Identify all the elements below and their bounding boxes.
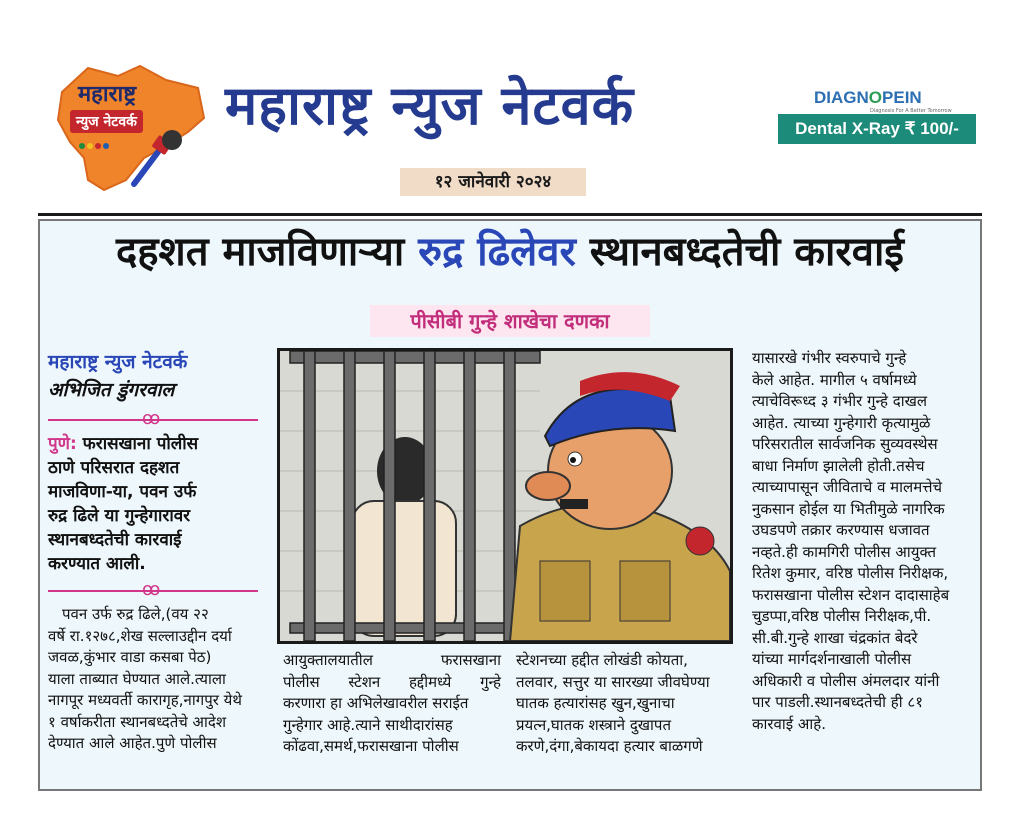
text-line: प्रयत्न,घातक शस्त्राने दुखापत [516, 715, 672, 734]
text-line: फरासखाना पोलीस स्टेशन दादासाहेब [752, 585, 950, 604]
header-divider [38, 213, 982, 216]
ad-tagline: Diagnosis For A Better Tomorrow [870, 108, 952, 114]
logo-title: महाराष्ट्र [78, 82, 137, 107]
text-line: त्याचेविरूध्द ३ गंभीर गुन्हे दाखल [752, 392, 928, 410]
article-lead [48, 432, 263, 576]
divider-ornament-icon: ꝏ [142, 579, 161, 600]
lead-line: फरासखाना पोलीस [82, 434, 199, 454]
text-line: कोंढवा,समर्थ,फरासखाना पोलीस [283, 737, 459, 755]
divider-ornament-icon: ꝏ [142, 408, 161, 429]
lead-line: करण्यात आली. [48, 554, 146, 574]
text-line: आहेत. त्याच्या गुन्हेगारी कृत्यामुळे [752, 413, 931, 432]
article-column-3 [516, 650, 736, 758]
logo-subtitle: न्युज नेटवर्क [70, 110, 143, 133]
jail-cartoon-illustration [277, 348, 733, 644]
text-line: अधिकारी व पोलीस अंमलदार यांनी [752, 671, 940, 690]
text-line: उघडपणे तक्रार करण्यास धजावत [752, 521, 930, 539]
masthead-title: महाराष्ट्र न्युज नेटवर्क [225, 74, 635, 137]
text-line: देण्यात आले आहेत.पुणे पोलीस [48, 734, 217, 752]
lead-line: रुद्र ढिले या गुन्हेगारावर [48, 506, 191, 526]
article-headline [38, 222, 982, 277]
text-line: नव्हते.ही कामगिरी पोलीस आयुक्त [752, 542, 937, 561]
article-column-2 [283, 650, 501, 758]
text-line: गुन्हेगार आहे.त्याने साथीदारांसह [283, 715, 453, 734]
ad-brand-prefix: DIAGN [814, 88, 869, 107]
lead-line: ठाणे परिसरात दहशत [48, 458, 180, 478]
text-line: वर्षे रा.१२७८,शेख सल्लाउद्दीन दर्या [48, 626, 232, 645]
article-column-1 [48, 604, 264, 755]
ad-brand-logo[interactable] [814, 88, 922, 108]
text-line: यासारखे गंभीर स्वरुपाचे गुन्हे [752, 349, 907, 367]
text-line: नागपूर मध्यवर्ती कारागृह,नागपुर येथे [48, 691, 242, 709]
text-line: पोलीस स्टेशन हद्दीमध्ये गुन्हे [283, 672, 501, 691]
news-microphone-icon [128, 128, 184, 188]
text-line: स्टेशनच्या हद्दीत लोखंडी कोयता, [516, 651, 688, 669]
text-line: नुकसान होईल या भितीमुळे नागरिक [752, 499, 945, 518]
headline-highlight: रुद्र ढिलेवर [418, 229, 576, 275]
text-line: परिसरातील सार्वजनिक सुव्यवस्थेस [752, 435, 938, 453]
text-line: यांच्या मार्गदर्शनाखाली पोलीस [752, 650, 912, 668]
text-line: कारवाई आहे. [752, 714, 826, 733]
text-line: बाधा निर्माण झालेली होती.तसेच [752, 456, 925, 475]
text-line: त्याच्यापासून जीविताचे व मालमत्तेचे [752, 478, 943, 496]
lead-line: स्थानबध्दतेची कारवाई [48, 530, 182, 550]
text-line: तलवार, सत्तुर या सारख्या जीवघेण्या [516, 672, 710, 691]
byline-author: अभिजित डुंगरवाल [48, 379, 175, 401]
text-line: १ वर्षाकरीता स्थानबध्दतेचे आदेश [48, 712, 227, 731]
headline-part1: दहशत माजविणाऱ्या [116, 229, 405, 275]
headline-part2: स्थानबध्दतेची कारवाई [589, 229, 904, 275]
text-line: रितेश कुमार, वरिष्ठ पोलीस निरीक्षक, [752, 564, 949, 582]
publication-date: १२ जानेवारी २०२४ [400, 168, 586, 196]
text-line: आयुक्तालयातील फरासखाना [283, 651, 501, 669]
ad-brand-suffix: PEIN [882, 88, 922, 107]
text-line: चुडप्पा,वरिष्ठ पोलीस निरीक्षक,पी. [752, 607, 932, 625]
lead-city: पुणे: [48, 434, 77, 454]
jail-cartoon-icon [280, 351, 730, 641]
text-line: घातक हत्यारांसह खुन,खुनाचा [516, 694, 675, 712]
ad-brand-o: O [868, 88, 883, 107]
text-line: याला ताब्यात घेण्यात आले.त्याला [48, 669, 226, 688]
text-line: पवन उर्फ रुद्र ढिले,(वय २२ [62, 605, 209, 623]
ad-offer-banner[interactable]: Dental X-Ray ₹ 100/- [778, 114, 976, 144]
lead-line: माजविणा-या, पवन उर्फ [48, 482, 197, 502]
text-line: सी.बी.गुन्हे शाखा चंद्रकांत बेदरे [752, 628, 918, 647]
text-line: करणे,दंगा,बेकायदा हत्यार बाळगणे [516, 737, 703, 755]
text-line: पार पाडली.स्थानबध्दतेची ही ८१ [752, 693, 924, 711]
text-line: केले आहेत. मागील ५ वर्षामध्ये [752, 370, 917, 389]
text-line: करणारा हा अभिलेखावरील सराईत [283, 694, 469, 712]
article-column-4 [752, 348, 972, 735]
byline-organization: महाराष्ट्र न्युज नेटवर्क [48, 351, 188, 373]
text-line: जवळ,कुंभार वाडा कसबा पेठ) [48, 648, 212, 666]
article-subheadline: पीसीबी गुन्हे शाखेचा दणका [370, 305, 650, 337]
